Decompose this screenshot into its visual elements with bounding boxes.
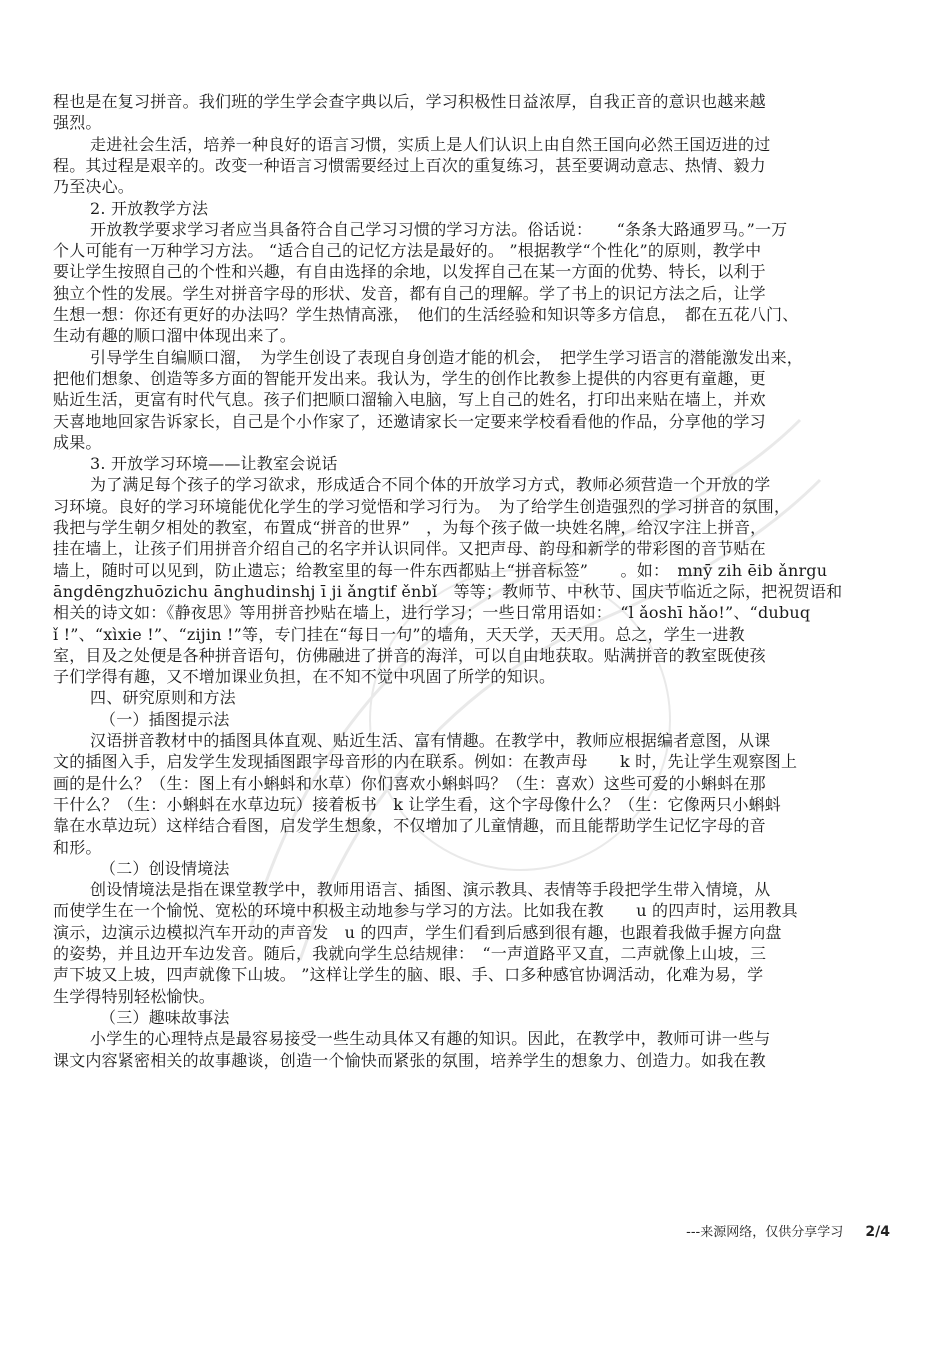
text-line: 挂在墙上，让孩子们用拼音介绍自己的名字并认识同伴。又把声母、韵母和新学的带彩图的音节贴在 [53, 539, 766, 559]
text-line: 我把与学生朝夕相处的教室，布置成“拼音的世界” ，为每个孩子做一块姓名牌，给汉字注上拼音， [53, 518, 767, 537]
text-line: 为了满足每个孩子的学习欲求，形成适合不同个体的开放学习方式，教师必须营造一个开放的学 [90, 475, 771, 495]
text-line: āngdēngzhuōzichu ānghudinshj ī ji ǎngtif ěnbǐ 等等；教师节、中秋节、国庆节临近之际，把祝贺语和 [53, 581, 843, 601]
text-line: 子们学得有趣，又不增加课业负担，在不知不觉中巩固了所学的知识。 [53, 667, 556, 687]
text-line: 乃至决心。 [53, 177, 135, 197]
text-line: 走进社会生活，培养一种良好的语言习惯，实质上是人们认识上由自然王国向必然王国迈进的过 [90, 134, 771, 154]
text-line: 声下坡又上坡，四声就像下山坡。 ”这样让学生的脑、眼、手、口多种感官协调活动，化难为易，学 [53, 965, 764, 985]
text-line: 生想一想：你还有更好的办法吗？学生热情高涨， 他们的生活经验和知识等多方信息， 都在五花八门、 [53, 305, 799, 324]
text-line: 干什么？（生：小蝌蚪在水草边玩）接着板书 k 让学生看，这个字母像什么？（生：它像两只小蝌蚪 [53, 794, 781, 814]
text-line: 生动有趣的顺口溜中体现出来了。 [53, 326, 297, 346]
text-line: 演示，边演示边模拟汽车开动的声音发 u 的四声，学生们看到后感到很有趣，也跟着我做手握方向盘 [53, 922, 782, 942]
text-line: 墙上，随时可以见到，防止遗忘；给教室里的每一件东西都贴上“拼音标签” 。如： mnȳ zih ēib ǎnrgu [53, 560, 828, 580]
text-line: 画的是什么？（生：图上有小蝌蚪和水草）你们喜欢小蝌蚪吗？（生：喜欢）这些可爱的小蝌蚪在那 [53, 773, 766, 793]
text-line: 四、研究原则和方法 [90, 688, 236, 708]
text-line: 小学生的心理特点是最容易接受一些生动具体又有趣的知识。因此，在教学中，教师可讲一些与 [90, 1029, 771, 1049]
text-line: 3. 开放学习环境——让教室会说话 [90, 454, 338, 474]
page-number: 2/4 [865, 1224, 890, 1240]
text-line: 要让学生按照自己的个性和兴趣，有自由选择的余地，以发挥自己在某一方面的优势、特长，以利于 [53, 262, 766, 282]
text-line: 天喜地地回家告诉家长，自己是个小作家了，还邀请家长一定要来学校看看他的作品，分享他的学习 [53, 411, 766, 431]
text-line: 成果。 [53, 432, 102, 452]
text-line: 强烈。 [53, 113, 102, 133]
text-line: 开放教学要求学习者应当具备符合自己学习习惯的学习方法。俗话说： “条条大路通罗马。”一万 [90, 219, 788, 239]
text-line: 课文内容紧密相关的故事趣谈，创造一个愉快而紧张的氛围，培养学生的想象力、创造力。如我在教 [53, 1050, 766, 1070]
page-footer [686, 1223, 890, 1242]
text-line: 独立个性的发展。学生对拼音字母的形状、发音，都有自己的理解。学了书上的识记方法之后，让学 [53, 283, 766, 303]
text-line: 的姿势，并且边开车边发音。随后，我就向学生总结规律： “一声道路平又直，二声就像上山坡，三 [53, 944, 767, 963]
text-line: 程。其过程是艰辛的。改变一种语言习惯需要经过上百次的重复练习，甚至要调动意志、热情、毅力 [53, 155, 766, 175]
text-line: （二）创设情境法 [100, 858, 230, 878]
text-line: ǐ !”、“xìxie !”、“zijin !”等，专门挂在“每日一句”的墙角，天天学，天天用。总之，学生一进教 [53, 624, 745, 644]
text-line: 2. 开放教学方法 [90, 198, 209, 218]
text-line: 贴近生活，更富有时代气息。孩子们把顺口溜输入电脑，写上自己的姓名，打印出来贴在墙上，并欢 [53, 390, 766, 410]
text-line: 生学得特别轻松愉快。 [53, 986, 216, 1006]
source-note: ---来源网络，仅供分享学习 [686, 1225, 844, 1240]
text-line: 把他们想象、创造等多方面的智能开发出来。我认为，学生的创作比教参上提供的内容更有童趣，更 [53, 368, 766, 388]
text-line: （三）趣味故事法 [100, 1007, 230, 1027]
text-line: 靠在水草边玩）这样结合看图，启发学生想象，不仅增加了儿童情趣，而且能帮助学生记忆字母的音 [53, 816, 766, 836]
text-line: 创设情境法是指在课堂教学中，教师用语言、插图、演示教具、表情等手段把学生带入情境，从 [90, 880, 771, 900]
text-line: 相关的诗文如：《静夜思》等用拼音抄贴在墙上，进行学习；一些日常用语如： “l ǎoshī hǎo!”、“dubuq [53, 603, 811, 623]
text-line: 引导学生自编顺口溜， 为学生创设了表现自身创造才能的机会， 把学生学习语言的潜能激发出来， [90, 347, 804, 367]
text-line: 个人可能有一万种学习方法。 “适合自己的记忆方法是最好的。 ”根据教学“个性化”的原则，教学中 [53, 241, 762, 261]
text-line: 室，目及之处便是各种拼音语句，仿佛融进了拼音的海洋，可以自由地获取。贴满拼音的教室既使孩 [53, 645, 766, 665]
text-line: 而使学生在一个愉悦、宽松的环境中积极主动地参与学习的方法。比如我在教 u 的四声时，运用教具 [53, 901, 798, 921]
text-line: （一）插图提示法 [100, 709, 230, 729]
text-line: 文的插图入手，启发学生发现插图跟字母音形的内在联系。例如：在教声母 k 时，先让学生观察图上 [53, 752, 798, 772]
text-line: 程也是在复习拼音。我们班的学生学会查字典以后，学习积极性日益浓厚，自我正音的意识也越来越 [53, 92, 766, 111]
text-line: 习环境。良好的学习环境能优化学生的学习觉悟和学习行为。 为了给学生创造强烈的学习拼音的氛围， [53, 496, 791, 516]
text-line: 汉语拼音教材中的插图具体直观、贴近生活、富有情趣。在教学中，教师应根据编者意图，从课 [90, 731, 771, 750]
text-line: 和形。 [53, 837, 102, 857]
